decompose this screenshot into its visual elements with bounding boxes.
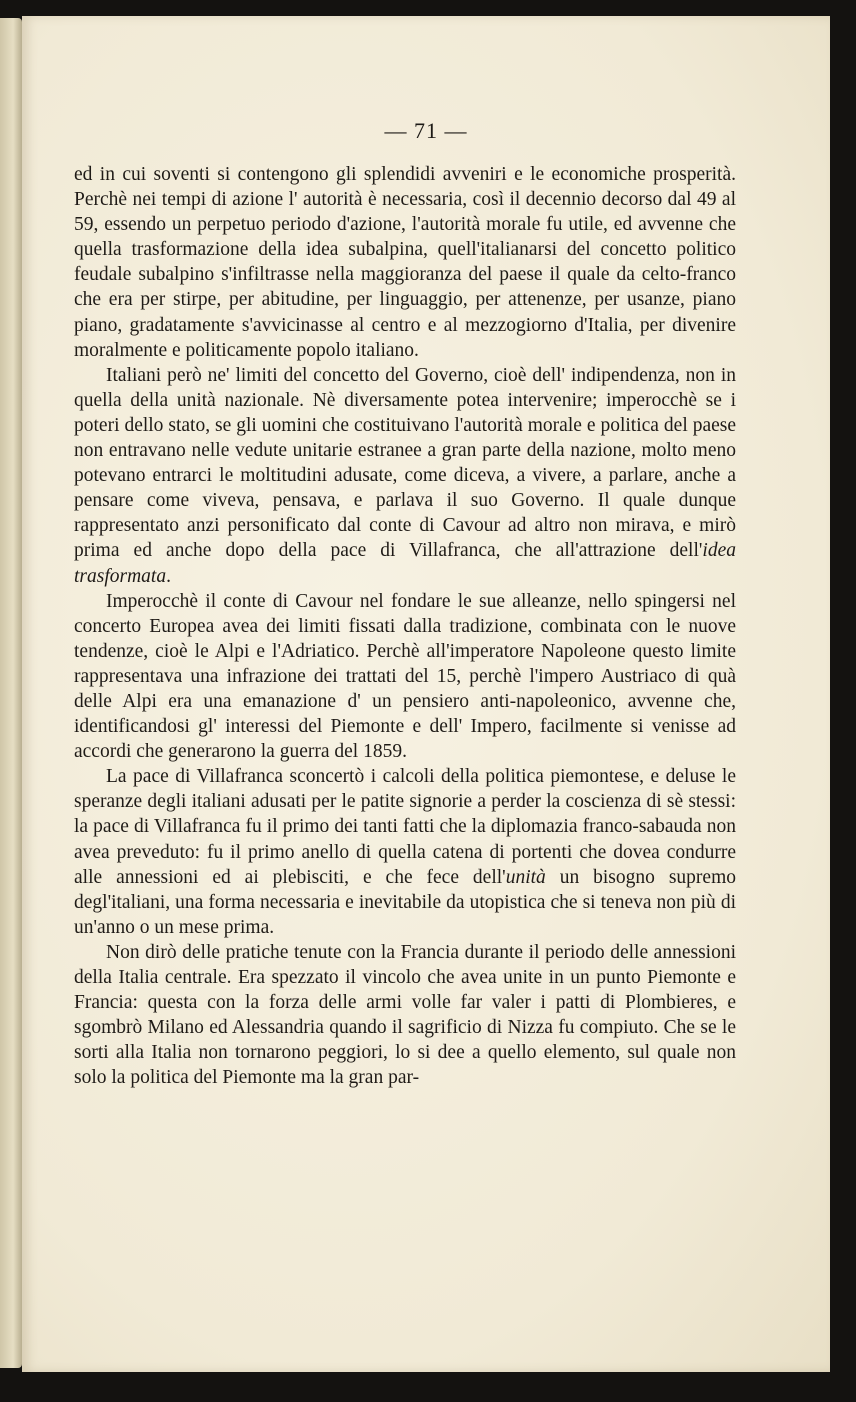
text-segment: Imperocchè il conte di Cavour nel fondare le sue alleanze, nello spingersi nel concerto Europea avea dei limiti fissati dalla tradizione, combinata con le nuove tendenze, cioè le Alpi e l'Adriatico. Perchè all'imperatore Napoleone questo limite rappresentava una infrazione dei trattati del 15, perchè l'impero Austriaco di quà delle Alpi era una emanazione d' un pensiero anti-napoleonico, avvenne che, identificandosi gl' interessi del Piemonte e dell' Impero, facilmente si venisse ad accordi che generarono la guerra del 1859. [74,590,736,763]
page-number: — 71 — [384,118,468,143]
page-body-text [74,162,736,1090]
italic-phrase: unità [505,866,546,888]
text-segment: Non dirò delle pratiche tenute con la Francia durante il periodo delle annessioni della Italia centrale. Era spezzato il vincolo che avea unite in un punto Piemonte e Francia: questa con la forza delle armi volle far valer i patti di Plombieres, e sgombrò Milano ed Alessandria quando il sagrificio di Nizza fu compiuto. Che se le sorti alla Italia non tornarono peggiori, lo si dee a quello elemento, sul quale non solo la politica del Piemonte ma la gran par- [74,941,736,1089]
book-page [22,16,830,1372]
paragraph [74,589,736,765]
text-segment: . [166,565,171,587]
text-segment: La pace di Villafranca sconcertò i calcoli della politica piemontese, e deluse le speranze degli italiani adusati per le patite signorie a perder la coscienza di sè stessi: la pace di Villafranca fu il primo dei tanti fatti che la diplomazia franco-sabauda non avea preveduto: fu il primo anello di quella catena di portenti che dovea condurre alle annessioni ed ai plebisciti, e che fece dell' [74,766,736,888]
text-segment: un bisogno supremo degl'italiani, una forma necessaria e inevitabile da utopistica che si teneva non più di un'anno o un mese prima. [74,866,736,938]
text-segment: ed in cui soventi si contengono gli splendidi avveniri e le economiche prosperità. Perchè nei tempi di azione l' autorità è necessaria, così il decennio decorso dal 49 al 59, essendo un perpetuo periodo d'azione, l'autorità morale fu utile, ed avvenne che quella trasformazione della idea subalpina, quell'italianarsi del concetto politico feudale subalpino s'infiltrasse nella maggioranza del paese il quale da celto-franco che era per stirpe, per abitudine, per linguaggio, per attenenze, per usanze, piano piano, gradatamente s'avvicinasse al centro e al mezzogiorno d'Italia, per divenire moralmente e politicamente popolo italiano. [74,164,736,361]
paragraph [74,363,736,589]
paragraph [74,940,736,1091]
paragraph [74,162,736,363]
previous-page-edge [0,18,22,1368]
paragraph [74,764,736,940]
text-segment: Italiani però ne' limiti del concetto del Governo, cioè dell' indipendenza, non in quella della unità nazionale. Nè diversamente potea intervenire; imperocchè se i poteri dello stato, se gli uomini che costituivano l'autorità morale e politica del paese non entravano nelle vedute unitarie estranee a gran parte della nazione, molto meno potevano entrarci le moltitudini adusate, come diceva, a vivere, a parlare, anche a pensare come viveva, pensava, e parlava il suo Governo. Il quale dunque rappresentato anzi personificato dal conte di Cavour ad altro non mirava, e mirò prima ed anche dopo della pace di Villafranca, che all'attrazione dell' [74,364,736,562]
italic-phrase: idea trasformata [74,540,736,587]
